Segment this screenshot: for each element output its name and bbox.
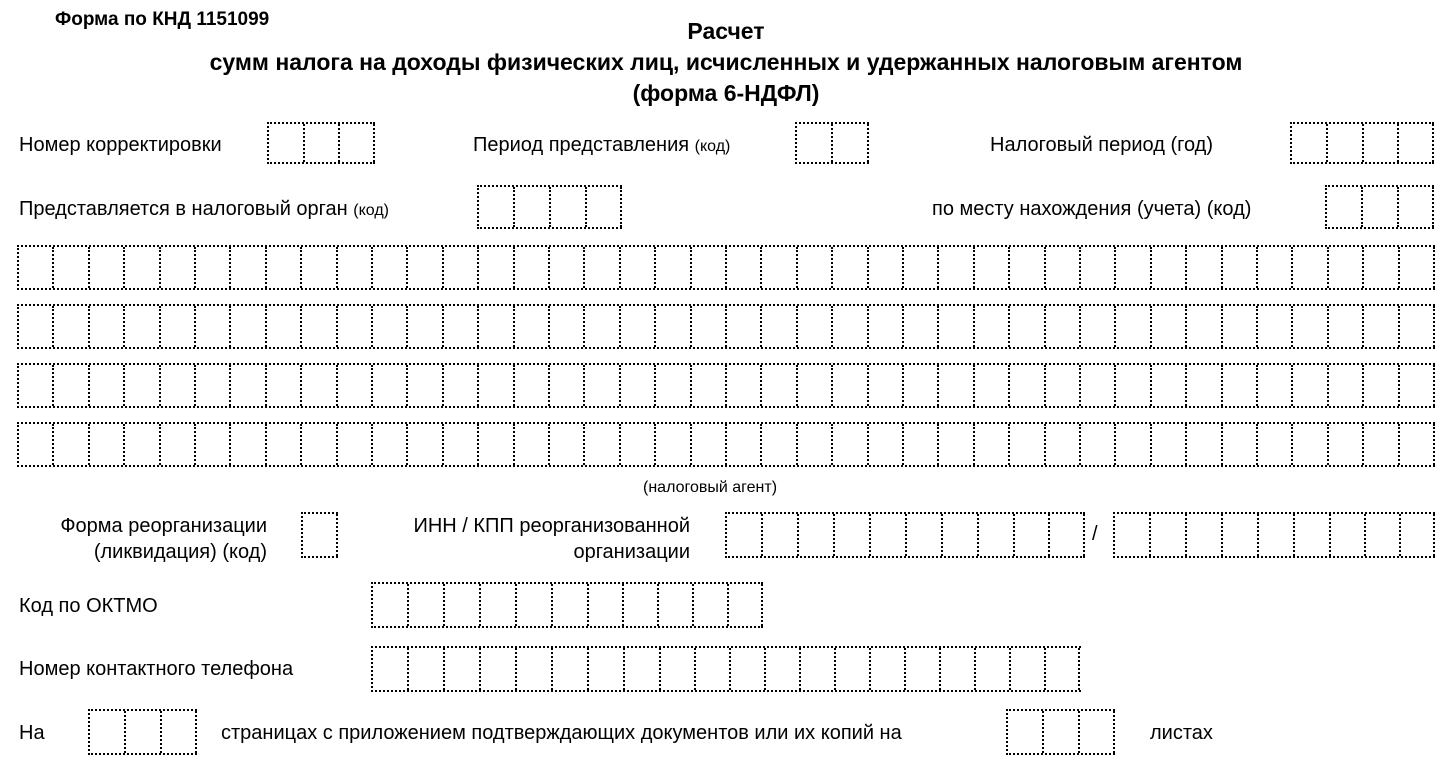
agent-name-cell[interactable] xyxy=(1258,424,1293,465)
agent-name-cell[interactable] xyxy=(19,424,54,465)
cell[interactable] xyxy=(1151,514,1187,556)
title-line-1: Расчет xyxy=(687,18,765,44)
cell[interactable] xyxy=(624,584,659,626)
pages-middle: страницах с приложением подтверждающих документов или их копий на xyxy=(221,722,902,744)
agent-name-cell[interactable] xyxy=(939,365,975,406)
agent-name-cell[interactable] xyxy=(479,365,515,406)
agent-name-cell[interactable] xyxy=(90,247,125,288)
agent-name-cell[interactable] xyxy=(161,424,196,465)
agent-name-cell[interactable] xyxy=(798,247,833,288)
cell[interactable] xyxy=(1331,514,1366,556)
agent-name-cell[interactable] xyxy=(762,424,798,465)
agent-name-cell[interactable] xyxy=(373,306,408,347)
agent-name-cell[interactable] xyxy=(1223,306,1258,347)
cell[interactable] xyxy=(1223,514,1259,556)
agent-name-cell[interactable] xyxy=(231,365,267,406)
agent-name-cell[interactable] xyxy=(479,306,515,347)
phone-label: Номер контактного телефона xyxy=(19,658,294,680)
agent-name-cell[interactable] xyxy=(904,247,939,288)
oktmo-cells[interactable] xyxy=(371,582,763,628)
agent-name-cell[interactable] xyxy=(1400,365,1435,406)
agent-name-cell[interactable] xyxy=(90,424,125,465)
agent-name-cell[interactable] xyxy=(1329,306,1364,347)
agent-name-cell[interactable] xyxy=(656,306,692,347)
agent-name-cell[interactable] xyxy=(550,365,585,406)
cell[interactable] xyxy=(1328,124,1364,162)
agent-name-cell[interactable] xyxy=(692,247,727,288)
agent-name-cell[interactable] xyxy=(692,306,727,347)
agent-name-cell[interactable] xyxy=(1258,247,1293,288)
cell[interactable] xyxy=(1399,187,1434,227)
agent-name-cell[interactable] xyxy=(550,306,585,347)
agent-name-cell[interactable] xyxy=(267,424,302,465)
agent-name-row[interactable] xyxy=(17,245,1435,290)
agent-name-cell[interactable] xyxy=(1364,424,1400,465)
reorg-form-label-2: (ликвидация) (код) xyxy=(93,541,267,563)
cell[interactable] xyxy=(976,648,1011,690)
correction-number-label: Номер корректировки xyxy=(19,134,222,156)
agent-name-cell[interactable] xyxy=(479,247,515,288)
cell[interactable] xyxy=(727,514,763,556)
phone-cells[interactable] xyxy=(371,646,1081,692)
agent-name-cell[interactable] xyxy=(1081,306,1116,347)
agent-name-cell[interactable] xyxy=(1293,424,1329,465)
reorg-form-cells[interactable] xyxy=(301,512,338,558)
cell[interactable] xyxy=(551,187,587,227)
cell[interactable] xyxy=(1327,187,1363,227)
agent-caption: (налоговый агент) xyxy=(643,479,778,496)
agent-name-cell[interactable] xyxy=(1010,424,1046,465)
agent-name-cell[interactable] xyxy=(621,365,656,406)
cell[interactable] xyxy=(1046,648,1080,690)
agent-name-cell[interactable] xyxy=(302,365,338,406)
agent-name-cell[interactable] xyxy=(1152,365,1187,406)
agent-name-cell[interactable] xyxy=(550,247,585,288)
agent-name-cell[interactable] xyxy=(444,306,479,347)
agent-name-cell[interactable] xyxy=(90,365,125,406)
cell[interactable] xyxy=(696,648,731,690)
agent-name-cell[interactable] xyxy=(656,424,692,465)
agent-name-cell[interactable] xyxy=(833,424,869,465)
agent-name-cell[interactable] xyxy=(798,365,833,406)
agent-name-cell[interactable] xyxy=(54,247,90,288)
agent-name-cell[interactable] xyxy=(585,306,621,347)
cell[interactable] xyxy=(409,648,445,690)
agent-name-cell[interactable] xyxy=(444,424,479,465)
agent-name-cell[interactable] xyxy=(1329,247,1364,288)
agent-name-cell[interactable] xyxy=(1116,306,1152,347)
oktmo-label: Код по ОКТМО xyxy=(19,595,158,617)
cell[interactable] xyxy=(833,124,869,162)
agent-name-cell[interactable] xyxy=(302,247,338,288)
agent-name-cell[interactable] xyxy=(54,365,90,406)
title-line-2: сумм налога на доходы физических лиц, исчисленных и удержанных налоговым агентом xyxy=(209,49,1243,75)
cell[interactable] xyxy=(373,648,409,690)
agent-name-cell[interactable] xyxy=(727,424,762,465)
agent-name-cell[interactable] xyxy=(1187,424,1223,465)
tax-authority-label-code: (код) xyxy=(353,202,389,219)
cell[interactable] xyxy=(553,584,589,626)
agent-name-cell[interactable] xyxy=(1400,306,1435,347)
cell[interactable] xyxy=(729,584,763,626)
agent-name-cell[interactable] xyxy=(267,247,302,288)
agent-name-cell[interactable] xyxy=(231,306,267,347)
cell[interactable] xyxy=(517,648,553,690)
cell[interactable] xyxy=(1292,124,1328,162)
agent-name-cell[interactable] xyxy=(1116,424,1152,465)
cell[interactable] xyxy=(1115,514,1151,556)
cell[interactable] xyxy=(1399,124,1434,162)
cell[interactable] xyxy=(517,584,553,626)
agent-name-cell[interactable] xyxy=(904,306,939,347)
cell[interactable] xyxy=(659,584,694,626)
cell[interactable] xyxy=(1080,711,1115,753)
cell[interactable] xyxy=(943,514,979,556)
agent-name-cell[interactable] xyxy=(479,424,515,465)
agent-name-cell[interactable] xyxy=(904,424,939,465)
cell[interactable] xyxy=(906,648,941,690)
agent-name-cell[interactable] xyxy=(1081,365,1116,406)
agent-name-cell[interactable] xyxy=(161,306,196,347)
agent-name-cell[interactable] xyxy=(373,424,408,465)
agent-name-cell[interactable] xyxy=(196,247,231,288)
cell[interactable] xyxy=(1008,711,1044,753)
agent-name-cell[interactable] xyxy=(515,424,550,465)
agent-name-cell[interactable] xyxy=(1293,247,1329,288)
agent-name-cell[interactable] xyxy=(1010,365,1046,406)
agent-name-cell[interactable] xyxy=(1223,424,1258,465)
agent-name-cell[interactable] xyxy=(515,365,550,406)
cell[interactable] xyxy=(799,514,835,556)
cell[interactable] xyxy=(126,711,162,753)
cell[interactable] xyxy=(340,124,375,162)
agent-name-row[interactable] xyxy=(17,422,1435,467)
pages-cells[interactable] xyxy=(88,709,197,755)
tax-authority-label xyxy=(19,197,389,223)
agent-name-cell[interactable] xyxy=(267,365,302,406)
agent-name-cell[interactable] xyxy=(550,424,585,465)
agent-name-cell[interactable] xyxy=(19,365,54,406)
cell[interactable] xyxy=(1015,514,1050,556)
form-code: Форма по КНД 1151099 xyxy=(55,9,270,30)
agent-name-cell[interactable] xyxy=(408,247,444,288)
agent-name-cell[interactable] xyxy=(125,247,161,288)
agent-name-cell[interactable] xyxy=(196,365,231,406)
reorg-kpp-cells[interactable] xyxy=(1113,512,1435,558)
agent-name-cell[interactable] xyxy=(1293,306,1329,347)
reorg-inn-label-2: организации xyxy=(573,541,690,563)
reorg-inn-label-1: ИНН / КПП реорганизованной xyxy=(413,515,690,537)
cell[interactable] xyxy=(1011,648,1046,690)
agent-name-cell[interactable] xyxy=(939,424,975,465)
cell[interactable] xyxy=(553,648,589,690)
agent-name-cell[interactable] xyxy=(161,365,196,406)
tax-period-label: Налоговый период (год) xyxy=(990,134,1213,156)
cell[interactable] xyxy=(409,584,445,626)
agent-name-cell[interactable] xyxy=(939,306,975,347)
agent-name-cell[interactable] xyxy=(939,247,975,288)
cell[interactable] xyxy=(1259,514,1295,556)
agent-name-cell[interactable] xyxy=(833,247,869,288)
agent-name-cell[interactable] xyxy=(515,247,550,288)
period-label-text: Период представления xyxy=(473,134,690,156)
agent-name-cell[interactable] xyxy=(231,247,267,288)
agent-name-cell[interactable] xyxy=(798,306,833,347)
agent-name-cell[interactable] xyxy=(1152,424,1187,465)
cell[interactable] xyxy=(871,514,907,556)
reorg-form-label-1: Форма реорганизации xyxy=(60,515,267,537)
agent-name-cell[interactable] xyxy=(161,247,196,288)
cell[interactable] xyxy=(373,584,409,626)
agent-name-cell[interactable] xyxy=(869,247,904,288)
agent-name-cell[interactable] xyxy=(1152,247,1187,288)
agent-name-cell[interactable] xyxy=(1046,424,1081,465)
agent-name-cell[interactable] xyxy=(833,306,869,347)
agent-name-cell[interactable] xyxy=(904,365,939,406)
pages-prefix: На xyxy=(19,722,45,744)
tax-authority-label-text: Представляется в налоговый орган xyxy=(19,198,348,220)
agent-name-cell[interactable] xyxy=(125,424,161,465)
tax-authority-cells[interactable] xyxy=(477,185,622,229)
agent-name-cell[interactable] xyxy=(798,424,833,465)
cell[interactable] xyxy=(941,648,976,690)
cell[interactable] xyxy=(1187,514,1223,556)
agent-name-cell[interactable] xyxy=(621,306,656,347)
cell[interactable] xyxy=(1295,514,1331,556)
cell[interactable] xyxy=(1363,187,1399,227)
agent-name-cell[interactable] xyxy=(125,365,161,406)
agent-name-cell[interactable] xyxy=(692,424,727,465)
cell[interactable] xyxy=(1364,124,1399,162)
cell[interactable] xyxy=(481,648,517,690)
cell[interactable] xyxy=(162,711,197,753)
agent-name-cell[interactable] xyxy=(621,424,656,465)
agent-name-cell[interactable] xyxy=(1187,306,1223,347)
cell[interactable] xyxy=(481,584,517,626)
title-line-3: (форма 6-НДФЛ) xyxy=(632,80,820,106)
cell[interactable] xyxy=(625,648,661,690)
agent-name-row[interactable] xyxy=(17,304,1435,349)
agent-name-cell[interactable] xyxy=(869,365,904,406)
agent-name-cell[interactable] xyxy=(1010,247,1046,288)
sheets-cells[interactable] xyxy=(1006,709,1115,755)
cell[interactable] xyxy=(303,514,338,556)
agent-name-cell[interactable] xyxy=(196,306,231,347)
correction-number-cells[interactable] xyxy=(267,122,375,164)
agent-name-cell[interactable] xyxy=(408,424,444,465)
agent-name-cell[interactable] xyxy=(1046,247,1081,288)
cell[interactable] xyxy=(589,584,624,626)
agent-name-cell[interactable] xyxy=(727,365,762,406)
cell[interactable] xyxy=(801,648,836,690)
agent-name-cell[interactable] xyxy=(373,365,408,406)
agent-name-cell[interactable] xyxy=(1364,306,1400,347)
agent-name-cell[interactable] xyxy=(19,306,54,347)
cell[interactable] xyxy=(445,648,481,690)
agent-name-cell[interactable] xyxy=(302,424,338,465)
agent-name-cell[interactable] xyxy=(1329,365,1364,406)
cell[interactable] xyxy=(661,648,696,690)
agent-name-cell[interactable] xyxy=(1081,424,1116,465)
cell[interactable] xyxy=(835,514,871,556)
tax-period-cells[interactable] xyxy=(1290,122,1434,164)
cell[interactable] xyxy=(766,648,801,690)
cell[interactable] xyxy=(305,124,340,162)
agent-name-cell[interactable] xyxy=(692,365,727,406)
agent-name-cell[interactable] xyxy=(1293,365,1329,406)
agent-name-cell[interactable] xyxy=(1187,365,1223,406)
agent-name-cell[interactable] xyxy=(833,365,869,406)
agent-name-cell[interactable] xyxy=(762,306,798,347)
agent-name-cell[interactable] xyxy=(1364,247,1400,288)
agent-name-cell[interactable] xyxy=(1223,247,1258,288)
cell[interactable] xyxy=(1366,514,1401,556)
agent-name-cell[interactable] xyxy=(1258,306,1293,347)
cell[interactable] xyxy=(871,648,906,690)
cell[interactable] xyxy=(797,124,833,162)
agent-name-cell[interactable] xyxy=(621,247,656,288)
agent-name-cell[interactable] xyxy=(444,365,479,406)
agent-name-cell[interactable] xyxy=(1046,365,1081,406)
agent-name-cell[interactable] xyxy=(1187,247,1223,288)
agent-name-cell[interactable] xyxy=(408,365,444,406)
agent-name-cell[interactable] xyxy=(656,247,692,288)
agent-name-cell[interactable] xyxy=(267,306,302,347)
agent-name-cell[interactable] xyxy=(1152,306,1187,347)
agent-name-cell[interactable] xyxy=(1223,365,1258,406)
cell[interactable] xyxy=(1050,514,1085,556)
cell[interactable] xyxy=(587,187,622,227)
agent-name-cell[interactable] xyxy=(656,365,692,406)
cell[interactable] xyxy=(515,187,551,227)
agent-name-cell[interactable] xyxy=(762,247,798,288)
agent-name-cell[interactable] xyxy=(19,247,54,288)
agent-name-cell[interactable] xyxy=(975,365,1010,406)
agent-name-cell[interactable] xyxy=(408,306,444,347)
cell[interactable] xyxy=(907,514,943,556)
agent-name-cell[interactable] xyxy=(54,306,90,347)
agent-name-cell[interactable] xyxy=(1258,365,1293,406)
agent-name-cell[interactable] xyxy=(338,306,373,347)
cell[interactable] xyxy=(836,648,871,690)
cell[interactable] xyxy=(269,124,305,162)
agent-name-cell[interactable] xyxy=(585,424,621,465)
agent-name-cell[interactable] xyxy=(54,424,90,465)
agent-name-cell[interactable] xyxy=(869,424,904,465)
agent-name-cell[interactable] xyxy=(1046,306,1081,347)
cell[interactable] xyxy=(763,514,799,556)
agent-name-grid[interactable] xyxy=(17,245,1435,467)
cell[interactable] xyxy=(1044,711,1080,753)
agent-name-cell[interactable] xyxy=(1329,424,1364,465)
cell[interactable] xyxy=(90,711,126,753)
agent-name-cell[interactable] xyxy=(1400,424,1435,465)
agent-name-cell[interactable] xyxy=(975,306,1010,347)
agent-name-cell[interactable] xyxy=(444,247,479,288)
cell[interactable] xyxy=(731,648,766,690)
agent-name-cell[interactable] xyxy=(585,247,621,288)
agent-name-cell[interactable] xyxy=(231,424,267,465)
agent-name-cell[interactable] xyxy=(869,306,904,347)
period-label xyxy=(473,133,730,159)
agent-name-cell[interactable] xyxy=(1116,247,1152,288)
cell[interactable] xyxy=(979,514,1015,556)
agent-name-cell[interactable] xyxy=(373,247,408,288)
agent-name-cell[interactable] xyxy=(196,424,231,465)
agent-name-row[interactable] xyxy=(17,363,1435,408)
agent-name-cell[interactable] xyxy=(727,247,762,288)
cell[interactable] xyxy=(1401,514,1435,556)
agent-name-cell[interactable] xyxy=(585,365,621,406)
period-cells[interactable] xyxy=(795,122,869,164)
cell[interactable] xyxy=(694,584,729,626)
agent-name-cell[interactable] xyxy=(338,247,373,288)
reorg-inn-cells[interactable] xyxy=(725,512,1085,558)
agent-name-cell[interactable] xyxy=(1116,365,1152,406)
agent-name-cell[interactable] xyxy=(975,424,1010,465)
agent-name-cell[interactable] xyxy=(302,306,338,347)
period-label-code: (код) xyxy=(694,138,731,155)
agent-name-cell[interactable] xyxy=(125,306,161,347)
location-cells[interactable] xyxy=(1325,185,1434,229)
inn-kpp-separator: / xyxy=(1092,523,1098,545)
agent-name-cell[interactable] xyxy=(1081,247,1116,288)
location-label: по месту нахождения (учета) (код) xyxy=(932,198,1252,220)
pages-suffix: листах xyxy=(1150,722,1213,744)
agent-name-cell[interactable] xyxy=(1400,247,1435,288)
cell[interactable] xyxy=(445,584,481,626)
cell[interactable] xyxy=(589,648,625,690)
agent-name-cell[interactable] xyxy=(338,365,373,406)
agent-name-cell[interactable] xyxy=(338,424,373,465)
agent-name-cell[interactable] xyxy=(1364,365,1400,406)
agent-name-cell[interactable] xyxy=(727,306,762,347)
cell[interactable] xyxy=(479,187,515,227)
agent-name-cell[interactable] xyxy=(515,306,550,347)
agent-name-cell[interactable] xyxy=(975,247,1010,288)
agent-name-cell[interactable] xyxy=(762,365,798,406)
agent-name-cell[interactable] xyxy=(90,306,125,347)
agent-name-cell[interactable] xyxy=(1010,306,1046,347)
